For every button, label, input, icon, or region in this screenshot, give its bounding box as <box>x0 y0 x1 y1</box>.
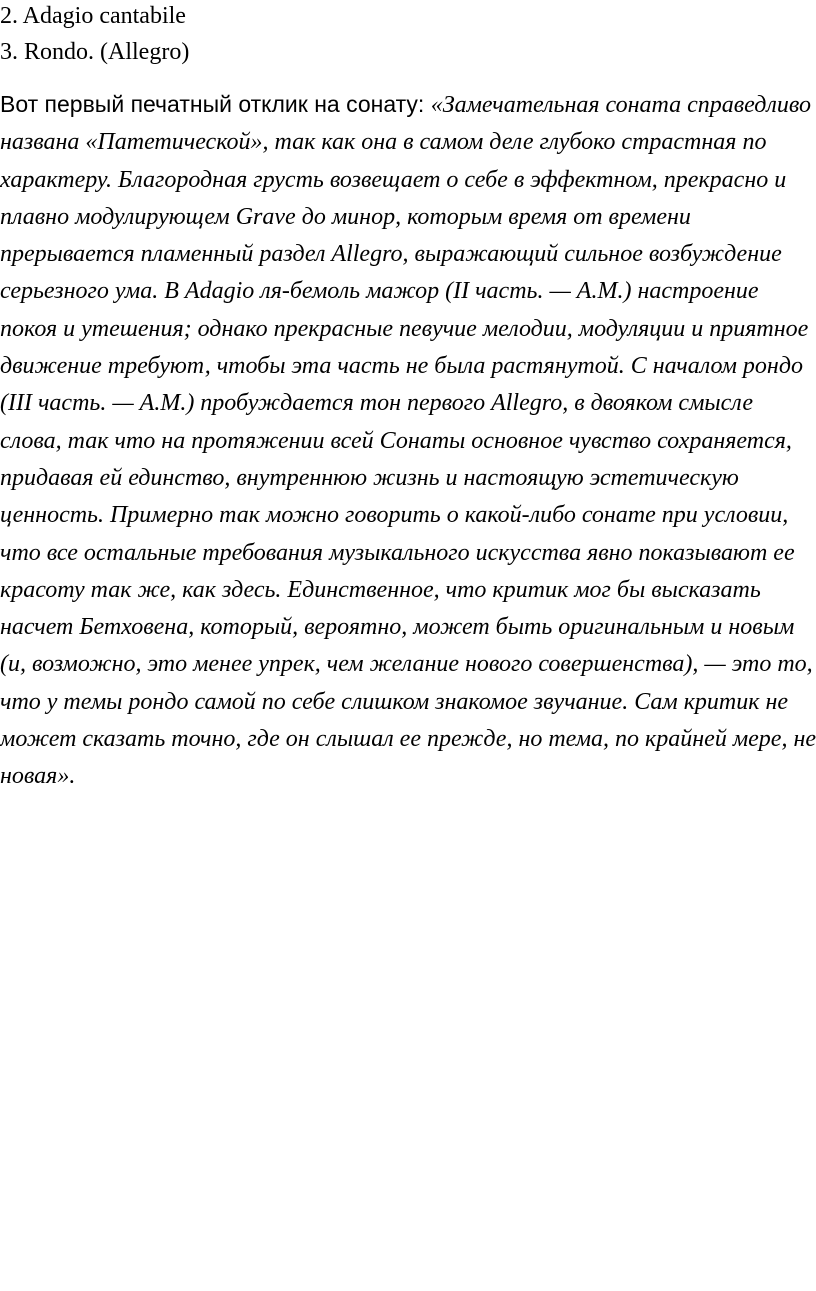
body-paragraph <box>0 86 816 796</box>
critic-quote: «Замечательная соната справедливо названа «Патетической», так как она в самом деле глубоко страстная по характеру. Благородная грусть возвещает о себе в эффектном, прекрасно и плавно модулирующем Grave до минор, которым время от времени прерывается пламенный раздел Allegro, выражающий сильное возбуждение серьезного ума. В Adagio ля-бемоль мажор (II часть. — А.М.) настроение покоя и утешения; однако прекрасные певучие мелодии, модуляции и приятное движение требуют, чтобы эта часть не была растянутой. С началом рондо (III часть. — А.М.) пробуждается тон первого Allegro, в двояком смысле слова, так что на протяжении всей Сонаты основное чувство сохраняется, придавая ей единство, внутреннюю жизнь и настоящую эстетическую ценность. Примерно так можно говорить о какой-либо сонате при условии, что все остальные требования музыкального искусства явно показывают ее красоту так же, как здесь. Единственное, что критик мог бы высказать насчет Бетховена, который, вероятно, может быть оригинальным и новым (и, возможно, это менее упрек, чем желание нового совершенства), — это то, что у темы рондо самой по себе слишком знакомое звучание. Сам критик не может сказать точно, где он слышал ее прежде, но тема, по крайней мере, не новая». <box>0 92 816 790</box>
list-item-rondo: 3. Rondo. (Allegro) <box>0 39 190 65</box>
paragraph-intro: Вот первый печатный отклик на сонату: <box>0 91 431 117</box>
list-item-adagio: 2. Adagio cantabile <box>0 3 186 29</box>
